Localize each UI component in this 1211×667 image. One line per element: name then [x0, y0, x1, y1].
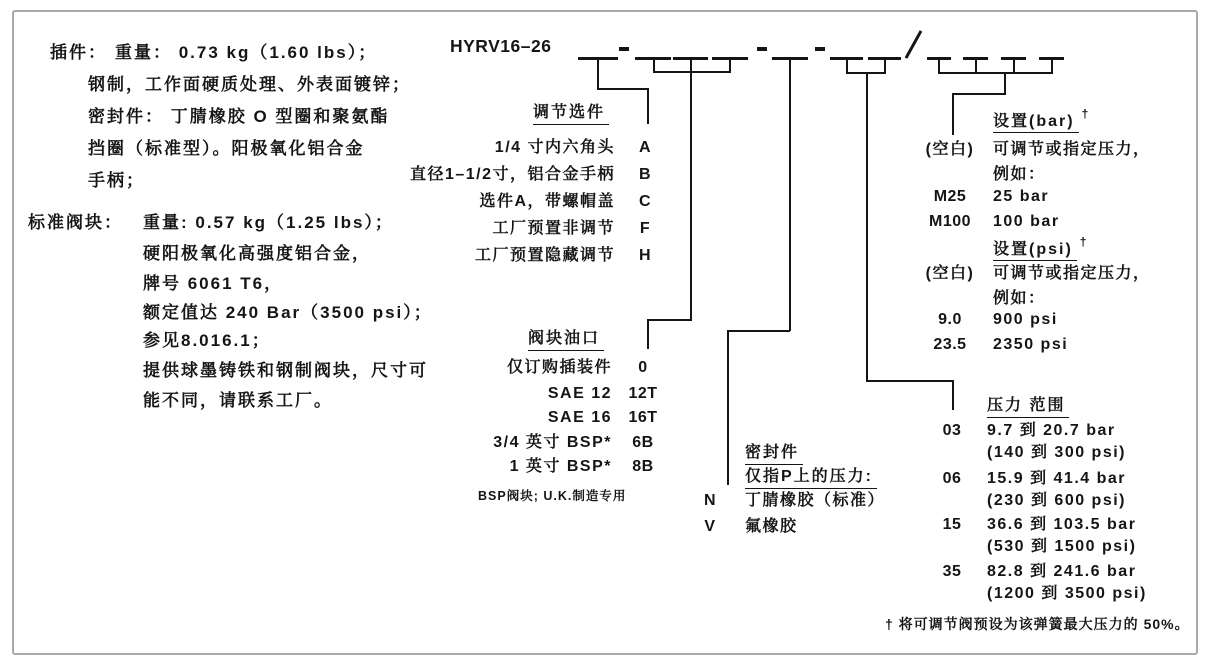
adjustment-option-label: 工厂预置隐藏调节 — [474, 247, 615, 264]
adjustment-option-code: C — [638, 193, 652, 210]
insert-note-line: 手柄； — [88, 171, 145, 190]
seal-option-label: 氟橡胶 — [745, 518, 798, 535]
connector-line — [866, 380, 954, 382]
pressure-range-bar: 36.6 到 103.5 bar — [987, 516, 1137, 533]
ports-option-code: 16T — [628, 409, 658, 426]
insert-note-line: 挡圈（标准型）。阳极氧化铝合金 — [88, 139, 365, 158]
pressure-range-code: 06 — [942, 470, 962, 487]
connector-line — [597, 59, 599, 89]
insert-note-line: 钢制，工作面硬质处理、外表面镀锌； — [88, 75, 411, 94]
model-code: HYRV16–26 — [450, 36, 552, 56]
pressure-range-psi: (530 到 1500 psi) — [987, 538, 1137, 555]
ports-option-label: 1 英寸 BSP* — [509, 458, 612, 475]
ports-option-code: 12T — [628, 385, 658, 402]
connector-line — [647, 319, 649, 349]
manifold-note-line: 硬阳极氧化高强度铝合金， — [143, 244, 371, 263]
connector-line — [647, 319, 692, 321]
connector-line — [1013, 59, 1015, 73]
connector-line — [597, 88, 649, 90]
setting-psi-code: 23.5 — [933, 336, 967, 353]
ports-option-label: 仅订购插装件 — [506, 359, 612, 376]
code-dash — [619, 47, 629, 51]
ports-option-code: 0 — [638, 359, 648, 376]
seals-title: 密封件 — [745, 444, 803, 465]
setting-bar-title-text: 设置(bar) — [993, 113, 1079, 133]
connector-line — [938, 72, 1053, 74]
connector-line — [1051, 59, 1053, 73]
seal-option-code: V — [704, 518, 716, 535]
ports-option-label: 3/4 英寸 BSP* — [493, 434, 612, 451]
connector-line — [727, 330, 790, 332]
connector-line — [952, 93, 1006, 95]
pressure-range-code: 15 — [942, 516, 962, 533]
connector-line — [866, 72, 868, 381]
ports-option-label: SAE 12 — [547, 385, 612, 402]
manifold-note-line: 参见8.016.1； — [143, 331, 271, 350]
pressure-range-bar: 9.7 到 20.7 bar — [987, 422, 1116, 439]
connector-line — [1004, 72, 1006, 94]
ports-option-code: 8B — [632, 458, 654, 475]
setting-psi-title-text: 设置(psi) — [993, 241, 1077, 261]
setting-bar-code: (空白) — [925, 141, 975, 158]
adjustment-option-label: 直径1–1/2寸，铝合金手柄 — [409, 166, 615, 183]
dagger-icon: † — [1079, 235, 1087, 249]
manifold-note-line: 提供球墨铸铁和钢制阀块，尺寸可 — [143, 361, 428, 380]
setting-psi-code: 9.0 — [938, 311, 962, 328]
setting-bar-example: 例如： — [993, 166, 1046, 183]
setting-psi-label: 2350 psi — [993, 336, 1069, 353]
adjustment-option-label: 工厂预置非调节 — [492, 220, 615, 237]
adjustment-option-code: A — [638, 139, 652, 156]
connector-line — [952, 380, 954, 410]
setting-bar-code: M100 — [928, 213, 972, 230]
pressure-range-code: 03 — [942, 422, 962, 439]
setting-psi-label: 900 psi — [993, 311, 1058, 328]
insert-note-line: 密封件： 丁腈橡胶 O 型圈和聚氨酯 — [88, 107, 390, 126]
connector-line — [884, 59, 886, 73]
pressure-range-bar: 15.9 到 41.4 bar — [987, 470, 1127, 487]
adjustment-title: 调节选件 — [533, 104, 609, 125]
seal-option-label: 丁腈橡胶（标准） — [745, 492, 886, 509]
manifold-note-line: 牌号 6061 T6， — [143, 274, 284, 293]
dagger-icon: † — [1081, 107, 1089, 121]
ports-title: 阀块油口 — [528, 330, 604, 351]
setting-psi-code: (空白) — [925, 265, 975, 282]
setting-bar-label: 100 bar — [993, 213, 1060, 230]
adjustment-option-label: 选件A，带螺帽盖 — [479, 193, 615, 210]
adjustment-option-code: H — [638, 247, 652, 264]
manifold-note-line: 重量: 0.57 kg（1.25 lbs）； — [143, 213, 394, 232]
pressure-range-title: 压力 范围 — [987, 397, 1069, 418]
pressure-range-psi: (140 到 300 psi) — [987, 444, 1127, 461]
adjustment-option-label: 1/4 寸内六角头 — [494, 139, 615, 156]
seals-subtitle: 仅指P上的压力: — [745, 468, 877, 489]
connector-line — [952, 93, 954, 135]
code-dash — [815, 47, 825, 51]
connector-line — [690, 71, 692, 320]
connector-line — [938, 59, 940, 73]
connector-line — [727, 330, 729, 485]
insert-note-line: 重量： 0.73 kg（1.60 lbs）； — [115, 43, 378, 62]
adjustment-option-code: F — [639, 220, 651, 237]
insert-note-label: 插件： — [50, 43, 107, 62]
pressure-range-psi: (230 到 600 psi) — [987, 492, 1127, 509]
pressure-range-bar: 82.8 到 241.6 bar — [987, 563, 1137, 580]
pressure-range-psi: (1200 到 3500 psi) — [987, 585, 1147, 602]
seal-option-code: N — [703, 492, 717, 509]
ports-note: BSP阀块; U.K.制造专用 — [478, 489, 627, 503]
setting-bar-label: 可调节或指定压力， — [993, 141, 1151, 158]
manifold-note-line: 额定值达 240 Bar（3500 psi）； — [143, 303, 433, 322]
connector-line — [975, 59, 977, 73]
setting-bar-title — [993, 107, 1089, 132]
manifold-note-label: 标准阀块： — [28, 213, 123, 232]
footnote: † 将可调节阀预设为该弹簧最大压力的 50%。 — [885, 616, 1190, 632]
ports-option-label: SAE 16 — [547, 409, 612, 426]
pressure-range-code: 35 — [942, 563, 962, 580]
setting-bar-code: M25 — [933, 188, 967, 205]
connector-line — [647, 88, 649, 124]
setting-psi-title — [993, 235, 1087, 260]
connector-line — [846, 59, 848, 73]
setting-psi-label: 可调节或指定压力， — [993, 265, 1151, 282]
setting-bar-label: 25 bar — [993, 188, 1050, 205]
adjustment-option-code: B — [638, 166, 652, 183]
setting-psi-example: 例如： — [993, 290, 1046, 307]
connector-line — [653, 71, 731, 73]
manifold-note-line: 能不同，请联系工厂。 — [143, 391, 333, 410]
ports-option-code: 6B — [632, 434, 654, 451]
connector-line — [789, 59, 791, 331]
code-dash — [757, 47, 767, 51]
